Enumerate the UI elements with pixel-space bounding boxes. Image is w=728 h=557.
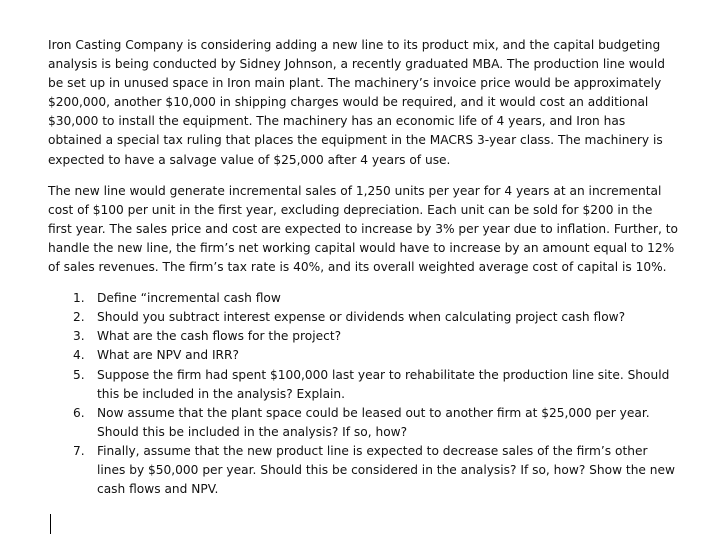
list-item-text: Suppose the firm had spent $100,000 last year to rehabilitate the production line site. Should this be included in the analysis? Explain. bbox=[97, 367, 670, 401]
list-item bbox=[48, 308, 678, 327]
list-item-text: Should you subtract interest expense or dividends when calculating project cash flow? bbox=[97, 310, 626, 325]
list-item-number: 1. bbox=[73, 291, 85, 306]
list-item bbox=[48, 442, 678, 499]
list-item-text: Finally, assume that the new product line is expected to decrease sales of the firm’s other lines by $50,000 per year. Should this be considered in the analysis? If so, how? Show the new cash flows and NPV. bbox=[97, 443, 675, 497]
list-item-text: Define “incremental cash flow bbox=[97, 291, 281, 306]
list-item bbox=[48, 289, 678, 308]
list-item-number: 5. bbox=[73, 367, 85, 382]
list-item-number: 7. bbox=[73, 443, 85, 458]
list-item-number: 6. bbox=[73, 405, 85, 420]
list-item bbox=[48, 346, 678, 365]
list-item bbox=[48, 366, 678, 404]
paragraph-project-description: Iron Casting Company is considering adding a new line to its product mix, and the capital budgeting analysis is being conducted by Sidney Johnson, a recently graduated MBA. The production line would be set up in unused space in Iron main plant. The machinery’s invoice price would be approximately $200,000, another $10,000 in shipping charges would be required, and it would cost an additional $30,000 to install the equipment. The machinery has an economic life of 4 years, and Iron has obtained a special tax ruling that places the equipment in the MACRS 3-year class. The machinery is expected to have a salvage value of $25,000 after 4 years of use. bbox=[48, 38, 666, 167]
list-item-text: What are the cash flows for the project? bbox=[97, 329, 342, 344]
document-body bbox=[48, 36, 678, 499]
question-list bbox=[48, 289, 678, 499]
list-item bbox=[48, 404, 678, 442]
text-cursor[interactable] bbox=[50, 514, 51, 534]
list-item-number: 2. bbox=[73, 310, 85, 325]
list-item-number: 3. bbox=[73, 329, 85, 344]
list-item bbox=[48, 327, 678, 346]
list-item-text: What are NPV and IRR? bbox=[97, 348, 239, 363]
list-item-text: Now assume that the plant space could be leased out to another firm at $25,000 per year. Should this be included in the analysis? If so, how? bbox=[97, 405, 650, 439]
paragraph-sales-assumptions: The new line would generate incremental sales of 1,250 units per year for 4 years at an incremental cost of $100 per unit in the first year, excluding depreciation. Each unit can be sold for $200 in the first year. The sales price and cost are expected to increase by 3% per year due to inflation. Further, to handle the new line, the firm’s net working capital would have to increase by an amount equal to 12% of sales revenues. The firm’s tax rate is 40%, and its overall weighted average cost of capital is 10%. bbox=[48, 183, 678, 275]
list-item-number: 4. bbox=[73, 348, 85, 363]
